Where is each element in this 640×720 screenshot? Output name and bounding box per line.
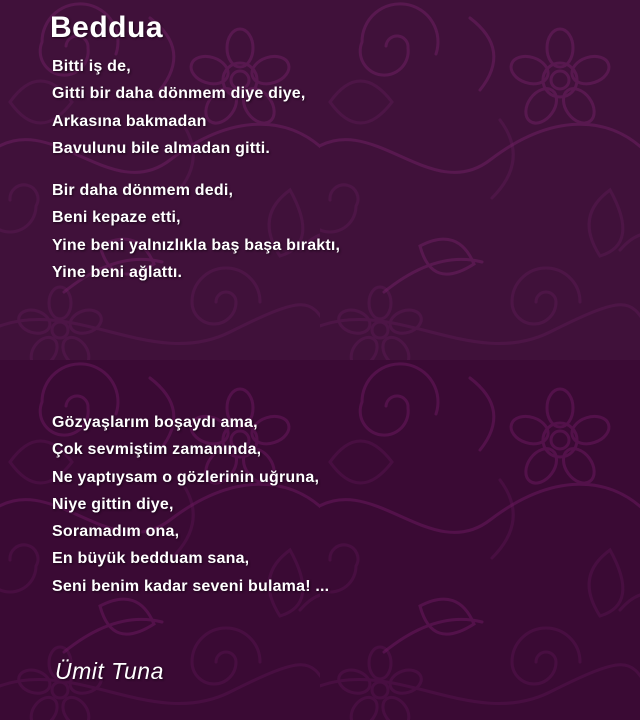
poem-line: Seni benim kadar seveni bulama! ... [52,577,330,595]
poem-line: En büyük bedduam sana, [52,550,250,568]
stanza-1 [52,53,306,162]
poem-title: Beddua [50,11,164,44]
poem-line: Yine beni ağlattı. [52,263,183,281]
poem-line: Yine beni yalnızlıkla baş başa bıraktı, [52,236,341,254]
poem-line: Arkasına bakmadan [52,112,207,130]
poem-line: Soramadım ona, [52,523,180,541]
stanza-3 [52,409,329,600]
poem-line: Çok sevmiştim zamanında, [52,441,262,459]
poem-line: Ne yaptıysam o gözlerinin uğruna, [52,468,320,486]
poem-line: Niye gittin diye, [52,495,174,513]
poem-line: Gözyaşlarım boşaydı ama, [52,414,258,431]
poem-line: Bir daha dönmem dedi, [52,182,234,199]
stanza-2 [52,177,340,286]
poem-line: Bavulunu bile almadan gitti. [52,139,271,157]
poem-line: Beni kepaze etti, [52,209,181,227]
poem-line: Gitti bir daha dönmem diye diye, [52,85,306,103]
poem-author: Ümit Tuna [55,658,164,684]
poem-line: Bitti iş de, [52,58,131,75]
